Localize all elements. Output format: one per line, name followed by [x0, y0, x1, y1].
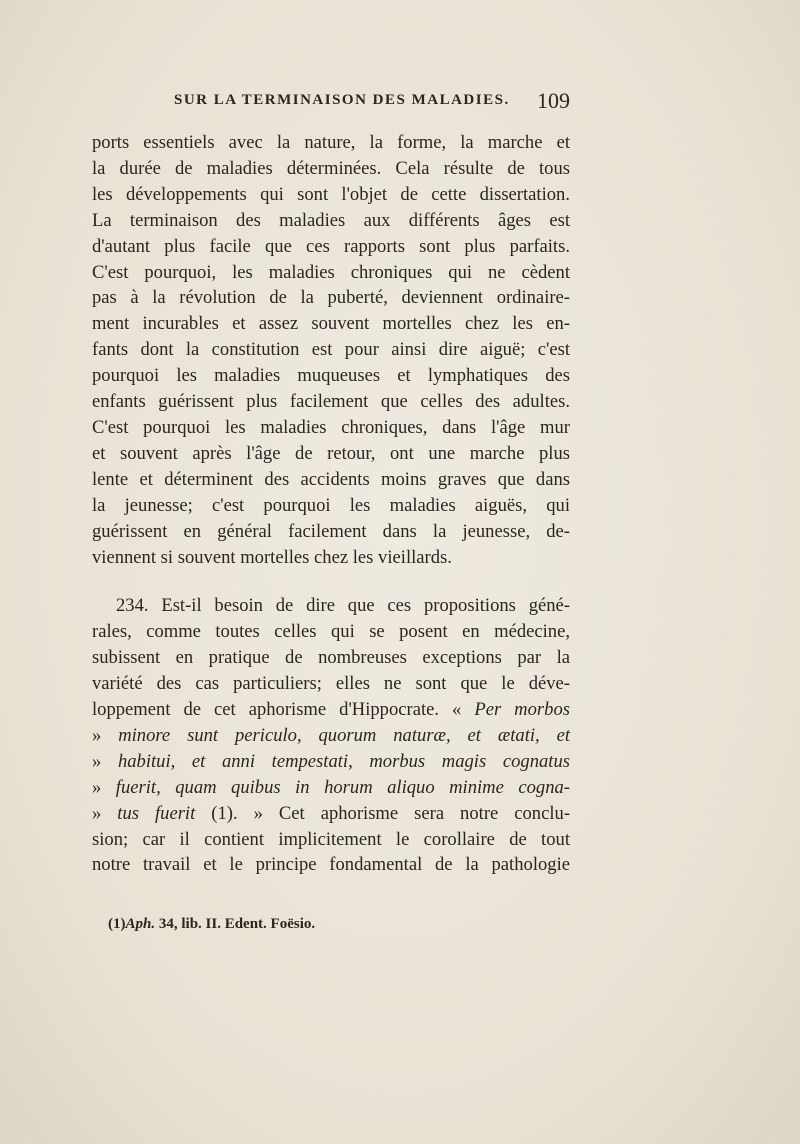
quote-mark: » — [92, 750, 102, 772]
text-line: la jeunesse; c'est pourquoi les maladies aiguës, qui — [92, 494, 570, 516]
text-line: la durée de maladies déterminées. Cela résulte de tous — [92, 157, 570, 179]
running-title: SUR LA TERMINAISON DES MALADIES. — [174, 92, 510, 108]
text-line: les développements qui sont l'objet de cette dissertation. — [92, 183, 570, 205]
text-line: 234. Est-il besoin de dire que ces propositions géné- — [116, 595, 570, 617]
quote-mark: » — [92, 724, 102, 746]
latin-quote: habitui, et anni tempestati, morbus magis cognatus — [117, 750, 570, 772]
text-line: pourquoi les maladies muqueuses et lymphatiques des — [92, 365, 570, 387]
footnote-ref: Aph. — [125, 916, 156, 932]
footnote-marker: (1) — [108, 916, 126, 932]
text-line: et souvent après l'âge de retour, ont une marche plus — [92, 442, 570, 464]
latin-quote: fuerit, quam quibus in horum aliquo minime cogna- — [115, 776, 570, 798]
page-number: 109 — [537, 88, 570, 113]
text-line: variété des cas particuliers; elles ne sont que le déve- — [92, 673, 570, 695]
footnote-text: 34, lib. II. Edent. Foësio. — [158, 916, 316, 932]
text-line: rales, comme toutes celles qui se posent en médecine, — [92, 621, 570, 643]
quote-mark: » — [92, 802, 102, 824]
quote-mark: » — [92, 776, 102, 798]
text-line: notre travail et le principe fondamental de la pathologie — [92, 854, 570, 876]
paragraph-gap — [92, 570, 570, 593]
latin-quote: minore sunt periculo, quorum naturæ, et ætati, et — [118, 724, 570, 746]
text-line: enfants guérissent plus facilement que celles des adultes. — [92, 391, 570, 413]
text-line-quote — [92, 749, 570, 775]
text-line: lente et déterminent des accidents moins graves que dans — [92, 468, 570, 490]
text-run: (1). » Cet aphorisme sera notre conclu- — [211, 802, 571, 824]
text-line: subissent en pratique de nombreuses exceptions par la — [92, 647, 570, 669]
text-line: guérissent en général facilement dans la jeunesse, de- — [92, 520, 570, 542]
text-line: C'est pourquoi les maladies chroniques, dans l'âge mur — [92, 416, 570, 438]
text-line: ports essentiels avec la nature, la forme, la marche et — [92, 132, 570, 153]
text-run: loppement de cet aphorisme d'Hippocrate. « — [92, 699, 462, 721]
text-line: fants dont la constitution est pour ainsi dire aiguë; c'est — [92, 339, 570, 361]
text-line-quote-end — [92, 801, 570, 827]
footnote — [108, 916, 570, 933]
body-text — [92, 130, 570, 878]
latin-quote: Per morbos — [474, 699, 570, 721]
text-line: C'est pourquoi, les maladies chroniques qui ne cèdent — [92, 261, 570, 283]
text-line: sion; car il contient implicitement le corollaire de tout — [92, 828, 570, 850]
text-line: La terminaison des maladies aux différents âges est — [92, 209, 570, 231]
running-head — [92, 90, 570, 120]
text-line-quote-start — [92, 697, 570, 723]
text-line: d'autant plus facile que ces rapports sont plus parfaits. — [92, 235, 570, 257]
latin-quote: tus fuerit — [117, 802, 196, 824]
text-line: ment incurables et assez souvent mortelles chez les en- — [92, 313, 570, 335]
text-line: pas à la révolution de la puberté, deviennent ordinaire- — [92, 287, 570, 309]
paragraph-233-continued — [92, 130, 570, 570]
text-line-quote — [92, 775, 570, 801]
text-line: viennent si souvent mortelles chez les vieillards. — [92, 546, 452, 568]
paragraph-234 — [92, 593, 570, 878]
text-line-quote — [92, 723, 570, 749]
